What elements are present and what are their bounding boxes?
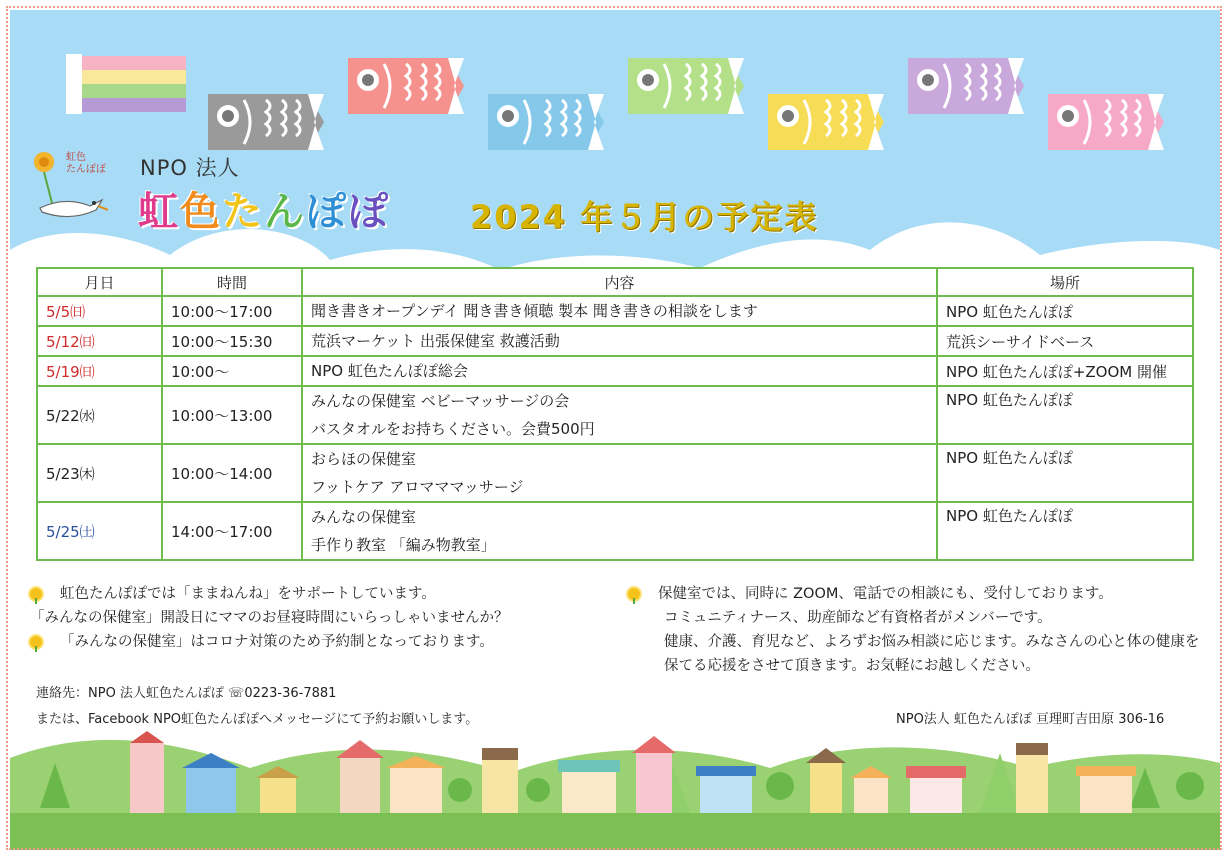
content-line: 手作り教室 「編み物教室」 — [311, 536, 496, 554]
notes-right — [628, 582, 1199, 678]
dandelion-icon — [30, 636, 42, 648]
note-left-1: 虹色たんぽぽでは「ままねんね」をサポートしています。 — [30, 582, 509, 606]
content-line: みんなの保健室 ベビーマッサージの会 — [311, 392, 570, 410]
table-row — [37, 386, 1193, 444]
content-line: バスタオルをお持ちください。会費500円 — [311, 420, 595, 438]
cell-date: 5/12㈰ — [37, 326, 162, 356]
cell-content — [302, 386, 937, 444]
table-row — [37, 444, 1193, 502]
org-name-char: 色 — [180, 189, 222, 235]
carp-streamer-icon — [348, 56, 466, 116]
header-place: 場所 — [937, 268, 1193, 296]
cell-date: 5/19㈰ — [37, 356, 162, 386]
carp-streamer-icon — [768, 92, 886, 152]
organization-name — [138, 180, 390, 237]
logo-text-line2: たんぽぽ — [66, 164, 106, 175]
cell-time: 10:00～ — [162, 356, 302, 386]
cell-time: 10:00～14:00 — [162, 444, 302, 502]
notes-left — [30, 582, 509, 654]
cell-time: 10:00～17:00 — [162, 296, 302, 326]
cell-date: 5/5㈰ — [37, 296, 162, 326]
org-name-char: 虹 — [138, 189, 180, 235]
cell-date: 5/23㈭ — [37, 444, 162, 502]
cell-date: 5/22㈬ — [37, 386, 162, 444]
note-left-3: 「みんなの保健室」はコロナ対策のため予約制となっております。 — [30, 630, 509, 654]
header-time: 時間 — [162, 268, 302, 296]
cell-content — [302, 356, 937, 386]
cell-content — [302, 296, 937, 326]
note-right-3: 健康、介護、育児など、よろずお悩み相談に応じます。みなさんの心と体の健康を — [664, 634, 1200, 650]
note-right-4: 保てる応援をさせて頂きます。お気軽にお越しください。 — [664, 658, 1040, 674]
carp-streamer-icon — [208, 92, 326, 152]
cell-place: NPO 虹色たんぽぽ — [937, 502, 1193, 560]
page-title: 2024 年５月の予定表 — [470, 198, 819, 236]
cell-time: 10:00～15:30 — [162, 326, 302, 356]
dandelion-icon — [628, 588, 640, 600]
cell-place: NPO 虹色たんぽぽ — [937, 444, 1193, 502]
table-row — [37, 356, 1193, 386]
header-content: 内容 — [302, 268, 937, 296]
contact-facebook: または、Facebook NPO虹色たんぽぽへメッセージにて予約お願いします。 — [36, 712, 479, 727]
cell-date: 5/25㈯ — [37, 502, 162, 560]
content-line: 聞き書きオープンデイ 聞き書き傾聴 製本 聞き書きの相談をします — [311, 302, 758, 320]
note-left-2: 「みんなの保健室」開設日にママのお昼寝時間にいらっしゃいませんか？ — [30, 610, 509, 626]
table-row — [37, 296, 1193, 326]
cell-time: 14:00～17:00 — [162, 502, 302, 560]
table-row — [37, 326, 1193, 356]
cell-place: NPO 虹色たんぽぽ — [937, 386, 1193, 444]
cell-content — [302, 326, 937, 356]
cell-place: NPO 虹色たんぽぽ — [937, 296, 1193, 326]
org-name-char: ん — [264, 189, 306, 235]
dandelion-icon — [30, 588, 42, 600]
npo-label: NPO 法人 — [140, 156, 240, 180]
content-line: みんなの保健室 — [311, 508, 417, 526]
cell-place: 荒浜シーサイドベース — [937, 326, 1193, 356]
content-line: フットケア アロマママッサージ — [311, 478, 524, 496]
org-name-char: ぽ — [306, 189, 348, 235]
header-date: 月日 — [37, 268, 162, 296]
table-row — [37, 502, 1193, 560]
logo-text — [66, 152, 106, 176]
cell-place: NPO 虹色たんぽぽ+ZOOM 開催 — [937, 356, 1193, 386]
town-illustration — [10, 728, 1220, 850]
org-name-char: た — [222, 189, 264, 235]
carp-streamer-icon — [628, 56, 746, 116]
content-line: NPO 虹色たんぽぽ総会 — [311, 362, 468, 380]
note-right-2: コミュニティナース、助産師など有資格者がメンバーです。 — [664, 610, 1052, 626]
org-name-char: ぽ — [348, 189, 390, 235]
carp-streamer-icon — [488, 92, 606, 152]
rainbow-streamer-icon — [66, 54, 188, 116]
contact-phone: 連絡先：NPO 法人虹色たんぽぽ ☏0223-36-7881 — [36, 686, 337, 701]
cell-content — [302, 502, 937, 560]
note-right-1: 保健室では、同時に ZOOM、電話での相談にも、受付しております。 — [628, 582, 1199, 606]
schedule-table — [36, 267, 1194, 561]
cell-content — [302, 444, 937, 502]
table-header-row — [37, 268, 1193, 296]
logo-text-line1: 虹色 — [66, 152, 86, 163]
carp-streamer-icon — [1048, 92, 1166, 152]
contact-address: NPO法人 虹色たんぽぽ 亘理町吉田原 306-16 — [896, 712, 1165, 727]
content-line: 荒浜マーケット 出張保健室 救護活動 — [311, 332, 560, 350]
carp-streamer-icon — [908, 56, 1026, 116]
content-line: おらほの保健室 — [311, 450, 417, 468]
cell-time: 10:00～13:00 — [162, 386, 302, 444]
